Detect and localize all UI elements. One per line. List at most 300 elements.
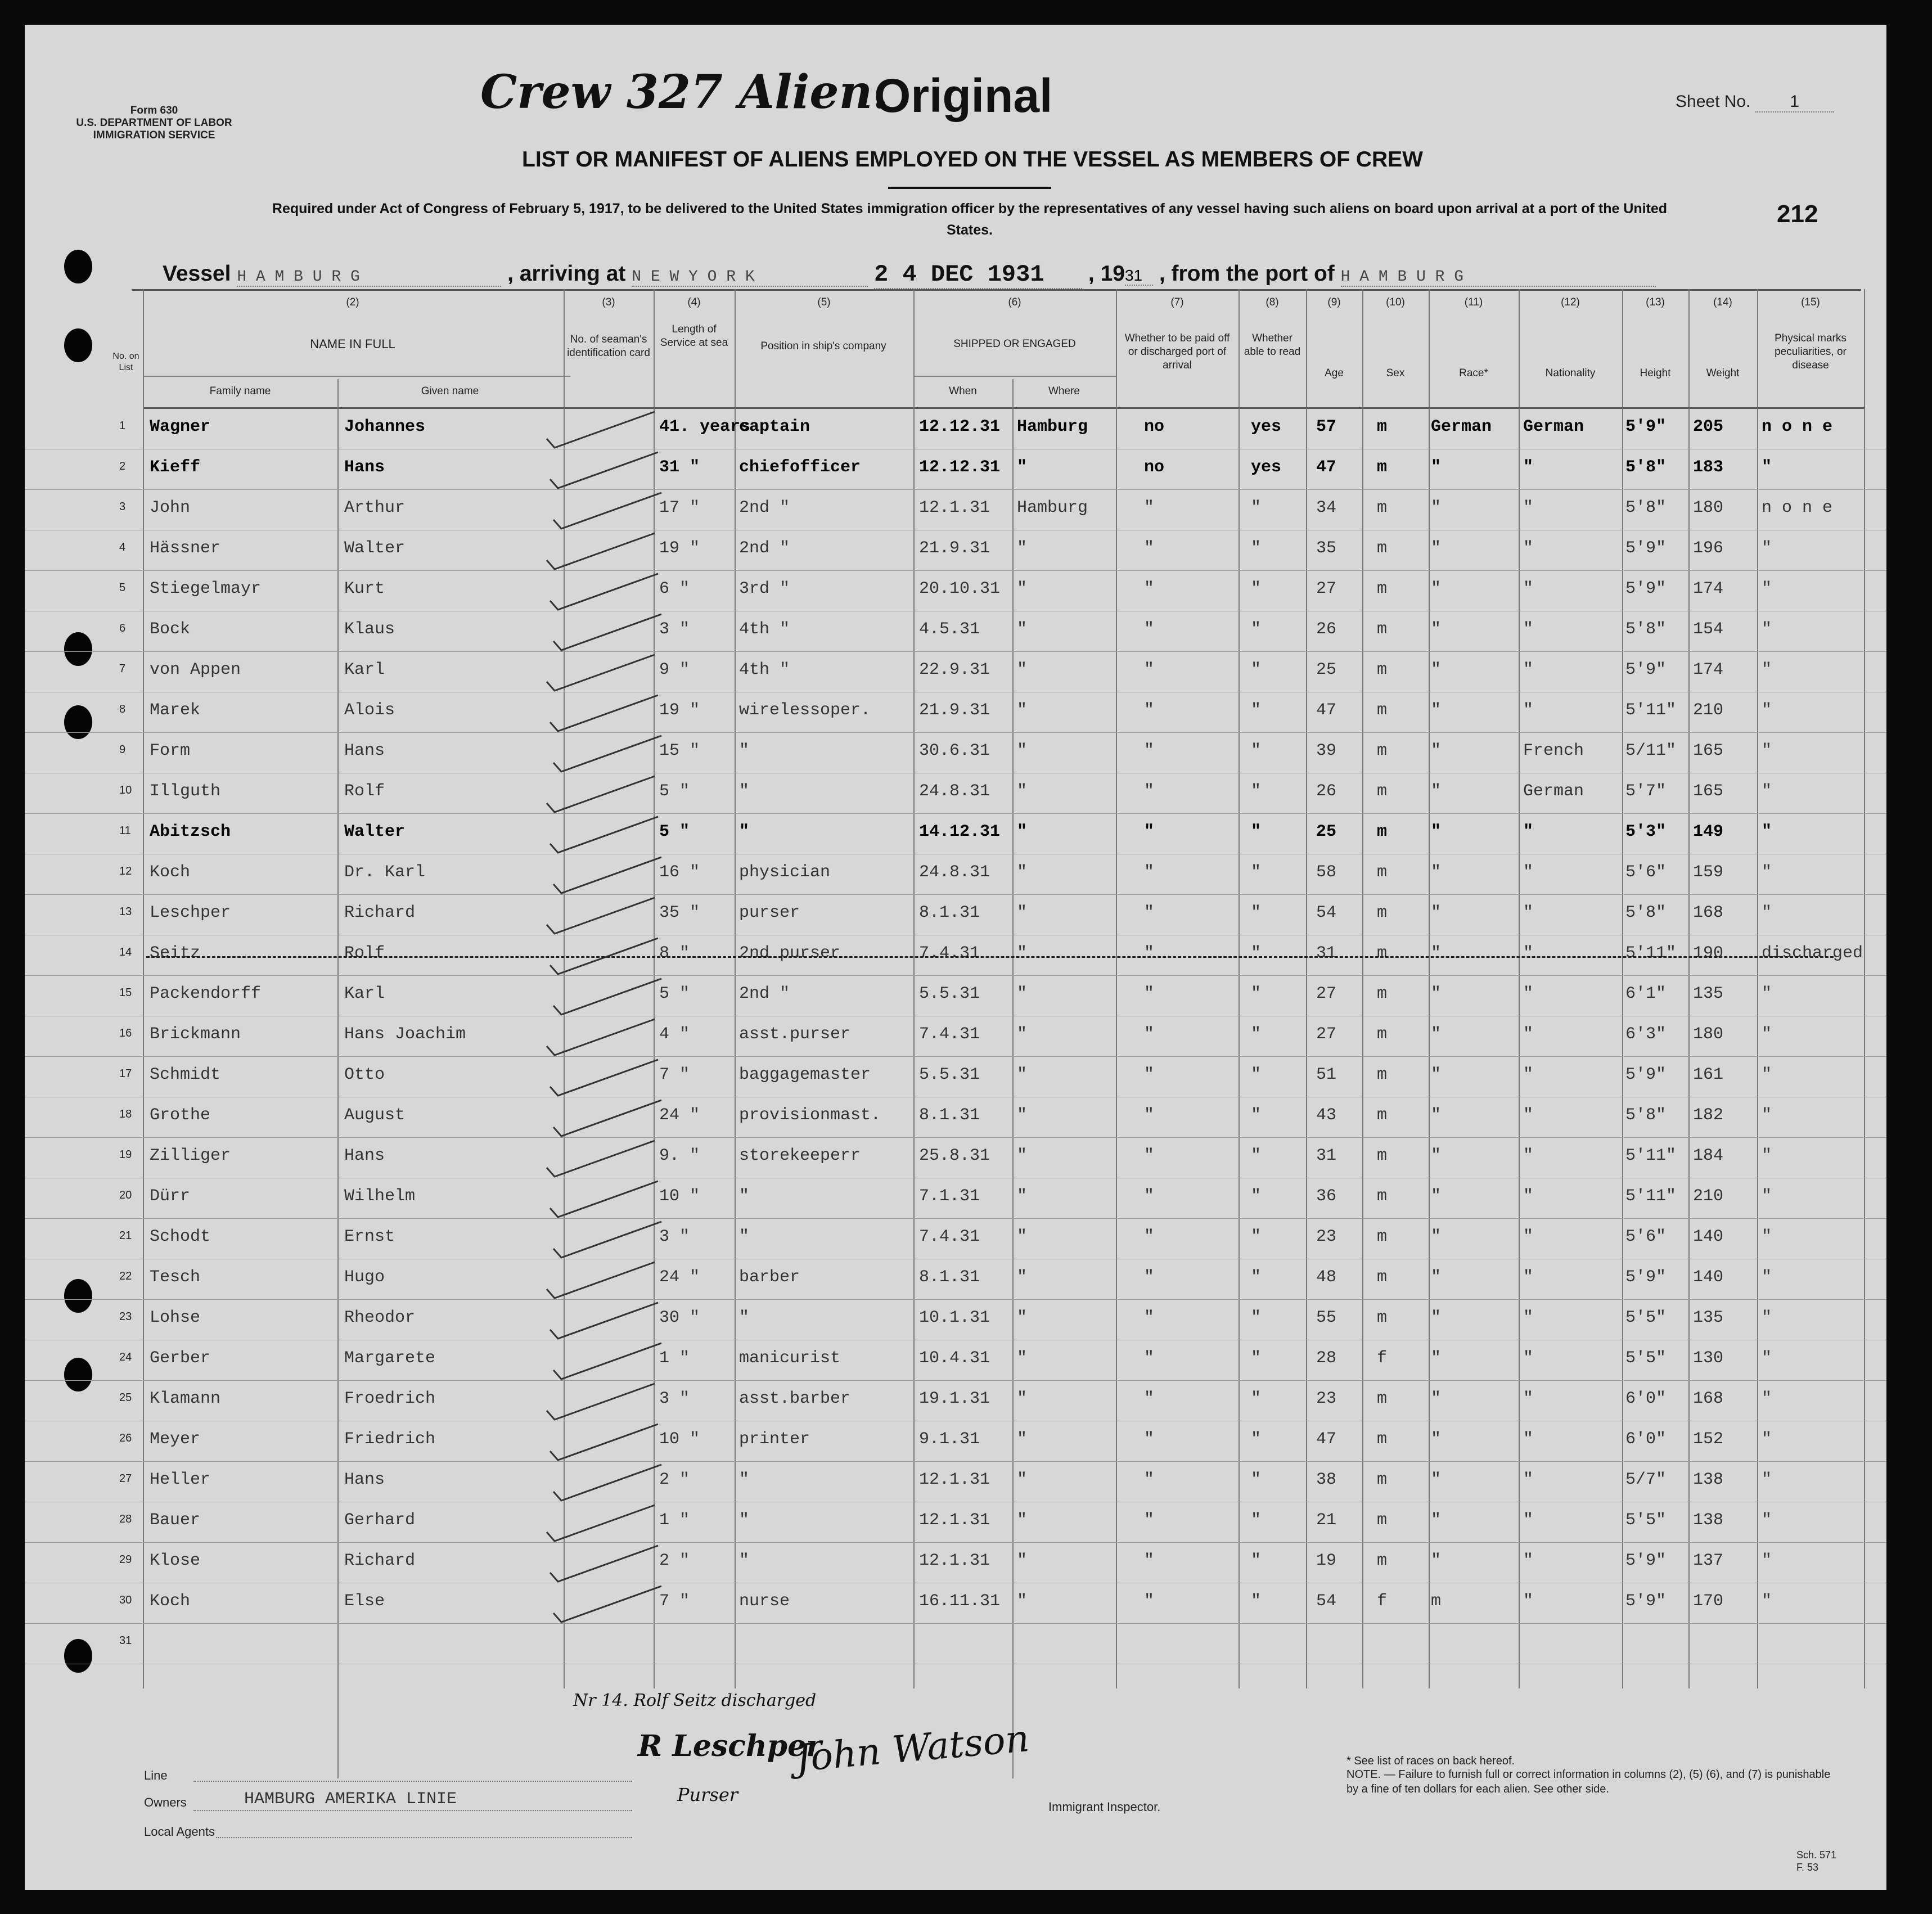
able-to-read-cell: "	[1251, 539, 1262, 558]
nationality-cell: "	[1523, 984, 1534, 1003]
height-cell: 5'9"	[1625, 660, 1667, 679]
height-cell: 5'8"	[1625, 498, 1667, 517]
position-cell: "	[739, 822, 750, 841]
height-cell: 5'5"	[1625, 1511, 1667, 1530]
table-row	[25, 732, 1886, 773]
height-cell: 5'9"	[1625, 417, 1667, 436]
checkmark-icon	[549, 612, 594, 646]
weight-cell: 168	[1693, 903, 1724, 922]
shipped-where-cell: "	[1017, 1187, 1028, 1206]
shipped-when-cell: 7.4.31	[919, 944, 980, 963]
paid-off-cell: "	[1144, 701, 1155, 720]
age-cell: 47	[1316, 701, 1337, 720]
position-cell: printer	[739, 1430, 810, 1449]
service-length-cell: 16 "	[659, 863, 700, 882]
checkmark-icon	[546, 1300, 591, 1334]
nationality-cell: "	[1523, 1065, 1534, 1084]
family-name-cell: von Appen	[150, 660, 241, 679]
row-number: 3	[119, 501, 126, 513]
weight-cell: 140	[1693, 1268, 1724, 1287]
able-to-read-cell: "	[1251, 741, 1262, 760]
given-name-cell: Johannes	[344, 417, 426, 436]
nationality-cell: "	[1523, 458, 1534, 477]
family-name-cell: Hässner	[150, 539, 221, 558]
race-cell: "	[1431, 1146, 1442, 1165]
shipped-where-cell: "	[1017, 458, 1028, 477]
sex-cell: m	[1377, 1146, 1388, 1165]
age-cell: 31	[1316, 1146, 1337, 1165]
weight-cell: 135	[1693, 1308, 1724, 1327]
checkmark-icon	[546, 1543, 591, 1577]
manifest-sheet: Form 630 U.S. DEPARTMENT OF LABOR IMMIGRATION SERVICE Crew 327 Alien. Original Sheet No. 1 LIST OR MANIFEST OF ALIENS EMPLOYED ON THE VESSEL AS MEMBERS OF CREW Required under Act of Congress of February 5, 1917, to be delivered to the United States immigration officer by the representatives of any vessel having such aliens on board upon arrival at a port of the United States. 212 Vessel H A M B U R G , arriving at N E W Y O R K 2 4 DEC 1931 , 1931 , from the port of H A M B U R G No. on List (2) NAME IN FULL Family name Given name (3) No. of seaman's identification card (4) Length of Service at sea (5) Position in ship's company (6) SHIPPED OR ENGAGED When Where (7) Whether to be paid off or discharged port of arrival (8) Whether able to read (9) Age (10) Sex (11) Race* (12) Nationality (13) Height (14) Weight (15) Physical marks peculiarities, or disease 1 Wagner Johannes 41. years captain 12.12.31 Hamburg no yes 57 m German German 5'9" 205 n o n e 2 Kieff Hans 31 " chiefofficer 12.12.31 " no yes 47 m " " 5'8" 183 " 3 John Arthur 17 " 2nd " 12.1.31 Hamburg " " 34 m " " 5'8" 180 n o n e 4 Hässner Walter 19 " 2nd " 21.9.31 " " " 35 m " " 5'9" 196 " 5 Stiegelmayr Kurt 6 " 3rd " 20.10.31 " " " 27 m " " 5'9" 174 " 6 Bock Klaus 3 " 4th " 4.5.31 " " " 26 m " " 5'8" 154 " 7 von Appen Karl 9 " 4th " 22.9.31 " " " 25 m " " 5'9" 174 " 8 Marek Alois 19 " wirelessoper. 21.9.31 " " " 47 m " " 5'11" 210 " 9 Form Hans 15 " " 30.6.31 " " " 39 m " French 5/11" 165 " 10 Illguth Rolf 5 " " 24.8.31 " " " 26 m " German 5'7" 165 " 11 Abitzsch Walter 5 " " 14.12.31 " " " 25 m " " 5'3" 149 " 12 Koch Dr. Karl 16 " physician 24.8.31 " " " 58 m " " 5'6" 159 " 13 Leschper Richard 35 " purser 8.1.31 " " " 54 m " " 5'8" 168 " 14 Seitz Rolf 8 " 2nd purser 7.4.31 " " " 31 m " " 5'11" 190 discharged 15 Packendorff Karl 5 " 2nd " 5.5.31 " " " 27 m " " 6'1" 135 " 16 Brickmann Hans Joachim 4 " asst.purser 7.4.31 " " " 27 m " " 6'3" 180 " 17 Schmidt Otto 7 " baggagemaster 5.5.31 " " " 51 m " " 5'9" 161 " 18 Grothe August 24 " provisionmast. 8.1.31 " " " 43 m " " 5'8" 182 " 19 Zilliger Hans 9. " storekeeperr 25.8.31 " " " 31 m " " 5'11" 184 " 20 Dürr Wilhelm 10 " " 7.1.31 " " " 36 m " " 5'11" 210 " 21 Schodt Ernst 3 " " 7.4.31 " " " 23 m " " 5'6" 140 " 22 Tesch Hugo 24 " barber 8.1.31 " " " 48 m " " 5'9" 140 " 23 Lohse Rheodor 30 " " 10.1.31 " " " 55 m " " 5'5" 135 " 24 Gerber Margarete 1 " manicurist 10.4.31 " " " 28 f " " 5'5" 130 " 25 Klamann Froedrich 3 " asst.barber 19.1.31 " " " 23 m " " 6'0" 168 " 26 Meyer Friedrich 10 " printer 9.1.31 " " " 47 m " " 6'0" 152 " 27 Heller Hans 2 " " 12.1.31 " " " 38 m " " 5/7" 138 " 28 Bauer Gerhard 1 " " 12.1.31 " " " 21 m " " 5'5" 138 " 29 Klose Richard 2 " " 12.1.31 " " " 19 m " " 5'9" 137 " 30 Koch Else 7 " nurse 16.11.31 " " " 54 f m " 5'9" 170 " 31 Nr 14. Rolf Seitz discharged R Leschper Purser John Watson Line Owners HAMBURG AMERIKA LINIE Local Agents Immigrant Inspector. * See list of races on back hereof. NOTE. — Failure to furnish full or correct information in columns (2), (5) (6), and (7) is punishable by a fine of ten dollars for each alien. See other side. Sch. 571 F. 53	[25, 25, 1886, 1890]
shipped-where-cell: "	[1017, 660, 1028, 679]
age-cell: 57	[1316, 417, 1337, 436]
penalty-note: NOTE. — Failure to furnish full or correct information in columns (2), (5) (6), and (7) is punishable by a fine of ten dollars for each alien. See other side.	[1346, 1768, 1831, 1795]
col-header-race: Race*	[1459, 367, 1488, 379]
race-footnote: * See list of races on back hereof.	[1346, 1755, 1515, 1767]
race-cell: "	[1431, 458, 1442, 477]
physical-marks-cell: "	[1762, 782, 1772, 801]
sex-cell: m	[1377, 1389, 1388, 1408]
paid-off-cell: "	[1144, 1349, 1155, 1368]
race-cell: "	[1431, 579, 1442, 598]
shipped-where-cell: "	[1017, 741, 1028, 760]
physical-marks-cell: n o n e	[1762, 417, 1833, 436]
given-name-cell: Walter	[344, 539, 406, 558]
document-status: Original	[874, 69, 1053, 122]
table-row	[25, 935, 1886, 976]
row-number: 23	[119, 1310, 132, 1323]
schedule-number: Sch. 571	[1796, 1849, 1837, 1861]
race-cell: "	[1431, 701, 1442, 720]
weight-cell: 165	[1693, 741, 1724, 760]
height-cell: 5'11"	[1625, 1187, 1677, 1206]
checkmark-icon	[542, 1017, 587, 1051]
physical-marks-cell: "	[1762, 863, 1772, 882]
table-row	[25, 1623, 1886, 1664]
row-number: 8	[119, 703, 126, 715]
race-cell: "	[1431, 1268, 1442, 1287]
checkmark-icon	[542, 1138, 587, 1172]
service-length-cell: 5 "	[659, 984, 690, 1003]
checkmark-icon	[549, 1584, 594, 1618]
nationality-cell: "	[1523, 1551, 1534, 1570]
nationality-cell: "	[1523, 1511, 1534, 1530]
weight-cell: 159	[1693, 863, 1724, 882]
table-row	[25, 894, 1886, 935]
shipped-when-cell: 10.1.31	[919, 1308, 990, 1327]
position-cell: storekeeperr	[739, 1146, 861, 1165]
able-to-read-cell: "	[1251, 1268, 1262, 1287]
position-cell: captain	[739, 417, 810, 436]
race-cell: "	[1431, 620, 1442, 639]
age-cell: 21	[1316, 1511, 1337, 1530]
nationality-cell: "	[1523, 1146, 1534, 1165]
purser-label: Purser	[677, 1784, 738, 1805]
checkmark-icon	[542, 1381, 587, 1415]
shipped-where-cell: "	[1017, 1065, 1028, 1084]
shipped-when-cell: 25.8.31	[919, 1146, 990, 1165]
height-cell: 6'0"	[1625, 1430, 1667, 1449]
table-row	[25, 449, 1886, 490]
position-cell: 4th "	[739, 620, 790, 639]
service-length-cell: 10 "	[659, 1187, 700, 1206]
table-row	[25, 1340, 1886, 1381]
row-number: 18	[119, 1108, 132, 1120]
sex-cell: m	[1377, 1025, 1388, 1044]
height-cell: 6'3"	[1625, 1025, 1667, 1044]
checkmark-icon	[546, 814, 591, 848]
position-cell: chiefofficer	[739, 458, 861, 477]
checkmark-icon	[546, 450, 591, 484]
able-to-read-cell: "	[1251, 822, 1262, 841]
paid-off-cell: "	[1144, 1065, 1155, 1084]
physical-marks-cell: "	[1762, 1551, 1772, 1570]
race-cell: "	[1431, 1227, 1442, 1246]
height-cell: 5'6"	[1625, 1227, 1667, 1246]
age-cell: 36	[1316, 1187, 1337, 1206]
physical-marks-cell: "	[1762, 1308, 1772, 1327]
paid-off-cell: "	[1144, 1268, 1155, 1287]
inspector-signature: John Watson	[794, 1717, 1031, 1780]
col-header-family: Family name	[209, 385, 271, 397]
col-header-when: When	[949, 385, 977, 397]
race-cell: "	[1431, 1470, 1442, 1489]
col-header-sex: Sex	[1386, 367, 1405, 379]
able-to-read-cell: "	[1251, 903, 1262, 922]
able-to-read-cell: "	[1251, 1308, 1262, 1327]
table-row	[25, 1218, 1886, 1259]
nationality-cell: German	[1523, 782, 1584, 801]
given-name-cell: Ernst	[344, 1227, 395, 1246]
family-name-cell: Seitz	[150, 944, 201, 963]
shipped-when-cell: 12.12.31	[919, 417, 1001, 436]
given-name-cell: Wilhelm	[344, 1187, 416, 1206]
physical-marks-cell: n o n e	[1762, 498, 1833, 517]
service-length-cell: 8 "	[659, 944, 690, 963]
shipped-when-cell: 7.4.31	[919, 1227, 980, 1246]
nationality-cell: "	[1523, 701, 1534, 720]
physical-marks-cell: "	[1762, 1065, 1772, 1084]
checkmark-icon	[542, 774, 587, 808]
physical-marks-cell: "	[1762, 660, 1772, 679]
shipped-when-cell: 8.1.31	[919, 1106, 980, 1125]
position-cell: baggagemaster	[739, 1065, 871, 1084]
voyage-line: Vessel H A M B U R G , arriving at N E W Y O R K 2 4 DEC 1931 , 1931 , from the port of H A M B U R G	[163, 261, 1766, 289]
checkmark-icon	[549, 490, 594, 524]
paid-off-cell: "	[1144, 1551, 1155, 1570]
sex-cell: m	[1377, 984, 1388, 1003]
table-row	[25, 1178, 1886, 1219]
row-number: 19	[119, 1149, 132, 1161]
col-header-name: NAME IN FULL	[310, 337, 395, 351]
table-row	[25, 773, 1886, 814]
shipped-when-cell: 10.4.31	[919, 1349, 990, 1368]
able-to-read-cell: "	[1251, 944, 1262, 963]
sex-cell: m	[1377, 741, 1388, 760]
age-cell: 47	[1316, 458, 1337, 477]
age-cell: 55	[1316, 1308, 1337, 1327]
service-length-cell: 24 "	[659, 1268, 700, 1287]
given-name-cell: Rolf	[344, 782, 385, 801]
race-cell: German	[1431, 417, 1492, 436]
shipped-when-cell: 12.1.31	[919, 1511, 990, 1530]
able-to-read-cell: "	[1251, 1065, 1262, 1084]
col-header-given: Given name	[421, 385, 479, 397]
able-to-read-cell: "	[1251, 1511, 1262, 1530]
physical-marks-cell: "	[1762, 579, 1772, 598]
given-name-cell: Hugo	[344, 1268, 385, 1287]
position-cell: asst.barber	[739, 1389, 851, 1408]
shipped-when-cell: 8.1.31	[919, 1268, 980, 1287]
col-header-marks: Physical marks peculiarities, or disease	[1775, 332, 1847, 371]
family-name-cell: Leschper	[150, 903, 231, 922]
nationality-cell: "	[1523, 1187, 1534, 1206]
race-cell: "	[1431, 863, 1442, 882]
age-cell: 19	[1316, 1551, 1337, 1570]
able-to-read-cell: "	[1251, 1187, 1262, 1206]
family-name-cell: Wagner	[150, 417, 211, 436]
checkmark-icon	[542, 531, 587, 565]
age-cell: 27	[1316, 984, 1337, 1003]
weight-cell: 184	[1693, 1146, 1724, 1165]
height-cell: 5'3"	[1625, 822, 1667, 841]
sex-cell: m	[1377, 620, 1388, 639]
nationality-cell: "	[1523, 660, 1534, 679]
family-name-cell: Stiegelmayr	[150, 579, 262, 598]
shipped-where-cell: "	[1017, 1389, 1028, 1408]
shipped-when-cell: 12.1.31	[919, 498, 990, 517]
given-name-cell: Richard	[344, 1551, 416, 1570]
row-number: 6	[119, 622, 126, 634]
col-header-paid: Whether to be paid off or discharged port of arrival	[1124, 332, 1230, 371]
physical-marks-cell: "	[1762, 1470, 1772, 1489]
given-name-cell: Hans Joachim	[344, 1025, 466, 1044]
shipped-when-cell: 14.12.31	[919, 822, 1001, 841]
able-to-read-cell: "	[1251, 498, 1262, 517]
punch-hole	[64, 250, 92, 283]
shipped-where-cell: "	[1017, 620, 1028, 639]
family-name-cell: Dürr	[150, 1187, 191, 1206]
position-cell: "	[739, 1308, 750, 1327]
checkmark-icon	[542, 652, 587, 686]
row-number: 14	[119, 946, 132, 958]
table-row	[25, 1299, 1886, 1340]
position-cell: manicurist	[739, 1349, 841, 1368]
physical-marks-cell: "	[1762, 539, 1772, 558]
shipped-where-cell: "	[1017, 822, 1028, 841]
table-row	[25, 854, 1886, 895]
shipped-when-cell: 19.1.31	[919, 1389, 990, 1408]
paid-off-cell: "	[1144, 1106, 1155, 1125]
col-header-shipped: SHIPPED OR ENGAGED	[953, 338, 1076, 350]
service-length-cell: 7 "	[659, 1065, 690, 1084]
able-to-read-cell: "	[1251, 984, 1262, 1003]
required-text: Required under Act of Congress of February 5, 1917, to be delivered to the United States immigration officer by the representatives of any vessel having such aliens on board upon arrival at a port of the United States.	[272, 201, 1668, 238]
nationality-cell: "	[1523, 903, 1534, 922]
sex-cell: m	[1377, 458, 1388, 477]
shipped-when-cell: 24.8.31	[919, 782, 990, 801]
able-to-read-cell: "	[1251, 1430, 1262, 1449]
service-length-cell: 19 "	[659, 539, 700, 558]
shipped-when-cell: 9.1.31	[919, 1430, 980, 1449]
shipped-where-cell: "	[1017, 903, 1028, 922]
able-to-read-cell: "	[1251, 1551, 1262, 1570]
race-cell: "	[1431, 1106, 1442, 1125]
weight-cell: 182	[1693, 1106, 1724, 1125]
table-top-border	[132, 289, 1861, 291]
table-row	[25, 975, 1886, 1016]
paid-off-cell: "	[1144, 1308, 1155, 1327]
position-cell: 4th "	[739, 660, 790, 679]
row-number: 27	[119, 1472, 132, 1485]
race-cell: "	[1431, 660, 1442, 679]
sex-cell: m	[1377, 1430, 1388, 1449]
shipped-where-cell: Hamburg	[1017, 498, 1088, 517]
position-cell: 2nd purser	[739, 944, 841, 963]
family-name-cell: Abitzsch	[150, 822, 231, 841]
weight-cell: 174	[1693, 660, 1724, 679]
row-number: 16	[119, 1027, 132, 1039]
given-name-cell: Arthur	[344, 498, 406, 517]
race-cell: "	[1431, 1065, 1442, 1084]
able-to-read-cell: yes	[1251, 417, 1282, 436]
given-name-cell: Friedrich	[344, 1430, 436, 1449]
sex-cell: f	[1377, 1349, 1388, 1368]
table-row	[25, 489, 1886, 530]
family-name-cell: Klamann	[150, 1389, 221, 1408]
position-cell: asst.purser	[739, 1025, 851, 1044]
age-cell: 54	[1316, 1592, 1337, 1611]
age-cell: 54	[1316, 903, 1337, 922]
checkmark-icon	[546, 936, 591, 970]
race-cell: "	[1431, 1430, 1442, 1449]
table-row	[25, 1259, 1886, 1300]
table-row	[25, 570, 1886, 611]
height-cell: 5'5"	[1625, 1349, 1667, 1368]
service-length-cell: 10 "	[659, 1430, 700, 1449]
arrival-port: N E W Y O R K	[632, 268, 868, 287]
height-cell: 5'9"	[1625, 539, 1667, 558]
position-cell: "	[739, 1551, 750, 1570]
given-name-cell: Kurt	[344, 579, 385, 598]
shipped-where-cell: "	[1017, 863, 1028, 882]
race-cell: "	[1431, 1025, 1442, 1044]
able-to-read-cell: "	[1251, 1349, 1262, 1368]
shipped-where-cell: "	[1017, 1349, 1028, 1368]
row-number: 9	[119, 744, 126, 756]
service-line: IMMIGRATION SERVICE	[93, 129, 215, 141]
height-cell: 5'11"	[1625, 944, 1677, 963]
physical-marks-cell: "	[1762, 701, 1772, 720]
service-length-cell: 3 "	[659, 1227, 690, 1246]
race-cell: "	[1431, 1187, 1442, 1206]
shipped-where-cell: "	[1017, 1025, 1028, 1044]
family-name-cell: John	[150, 498, 191, 517]
table-row	[25, 1016, 1886, 1057]
race-cell: "	[1431, 539, 1442, 558]
height-cell: 5'8"	[1625, 903, 1667, 922]
weight-cell: 161	[1693, 1065, 1724, 1084]
weight-cell: 210	[1693, 701, 1724, 720]
height-cell: 5'9"	[1625, 1551, 1667, 1570]
race-cell: "	[1431, 1511, 1442, 1530]
age-cell: 38	[1316, 1470, 1337, 1489]
paid-off-cell: "	[1144, 1430, 1155, 1449]
given-name-cell: Richard	[344, 903, 416, 922]
shipped-when-cell: 7.1.31	[919, 1187, 980, 1206]
checkmark-icon	[549, 1098, 594, 1132]
able-to-read-cell: "	[1251, 1106, 1262, 1125]
race-cell: "	[1431, 498, 1442, 517]
service-length-cell: 15 "	[659, 741, 700, 760]
shipped-when-cell: 22.9.31	[919, 660, 990, 679]
physical-marks-cell: "	[1762, 1592, 1772, 1611]
age-cell: 26	[1316, 782, 1337, 801]
given-name-cell: Hans	[344, 1146, 385, 1165]
height-cell: 5'8"	[1625, 458, 1667, 477]
shipped-where-cell: "	[1017, 1592, 1028, 1611]
service-length-cell: 5 "	[659, 782, 690, 801]
race-cell: "	[1431, 782, 1442, 801]
checkmark-icon	[549, 976, 594, 1010]
purser-signature: R Leschper	[638, 1729, 822, 1763]
row-number: 15	[119, 987, 132, 999]
checkmark-icon	[546, 571, 591, 605]
position-cell: "	[739, 782, 750, 801]
row-number: 29	[119, 1553, 132, 1566]
shipped-where-cell: "	[1017, 579, 1028, 598]
position-cell: "	[739, 1227, 750, 1246]
shipped-where-cell: Hamburg	[1017, 417, 1088, 436]
sex-cell: m	[1377, 539, 1388, 558]
paid-off-cell: "	[1144, 1227, 1155, 1246]
age-cell: 23	[1316, 1389, 1337, 1408]
nationality-cell: "	[1523, 1470, 1534, 1489]
age-cell: 31	[1316, 944, 1337, 963]
shipped-where-cell: "	[1017, 1268, 1028, 1287]
sex-cell: m	[1377, 1511, 1388, 1530]
weight-cell: 170	[1693, 1592, 1724, 1611]
family-name-cell: Kieff	[150, 458, 201, 477]
shipped-where-cell: "	[1017, 539, 1028, 558]
family-name-cell: Packendorff	[150, 984, 262, 1003]
service-length-cell: 7 "	[659, 1592, 690, 1611]
position-cell: nurse	[739, 1592, 790, 1611]
service-length-cell: 17 "	[659, 498, 700, 517]
checkmark-icon	[542, 1260, 587, 1294]
given-name-cell: Klaus	[344, 620, 395, 639]
shipped-where-cell: "	[1017, 1470, 1028, 1489]
service-length-cell: 31 "	[659, 458, 700, 477]
nationality-cell: "	[1523, 1349, 1534, 1368]
family-name-cell: Heller	[150, 1470, 211, 1489]
discharge-note: Nr 14. Rolf Seitz discharged	[573, 1691, 817, 1710]
service-length-cell: 19 "	[659, 701, 700, 720]
row-number: 10	[119, 784, 132, 796]
weight-cell: 138	[1693, 1470, 1724, 1489]
col-header-service: Length of Service at sea	[660, 323, 728, 349]
height-cell: 5'11"	[1625, 1146, 1677, 1165]
checkmark-icon	[546, 693, 591, 727]
physical-marks-cell: "	[1762, 458, 1772, 477]
weight-cell: 205	[1693, 417, 1724, 436]
age-cell: 27	[1316, 1025, 1337, 1044]
checkmark-icon	[549, 1462, 594, 1496]
sex-cell: m	[1377, 1065, 1388, 1084]
sex-cell: m	[1377, 1106, 1388, 1125]
race-cell: "	[1431, 903, 1442, 922]
